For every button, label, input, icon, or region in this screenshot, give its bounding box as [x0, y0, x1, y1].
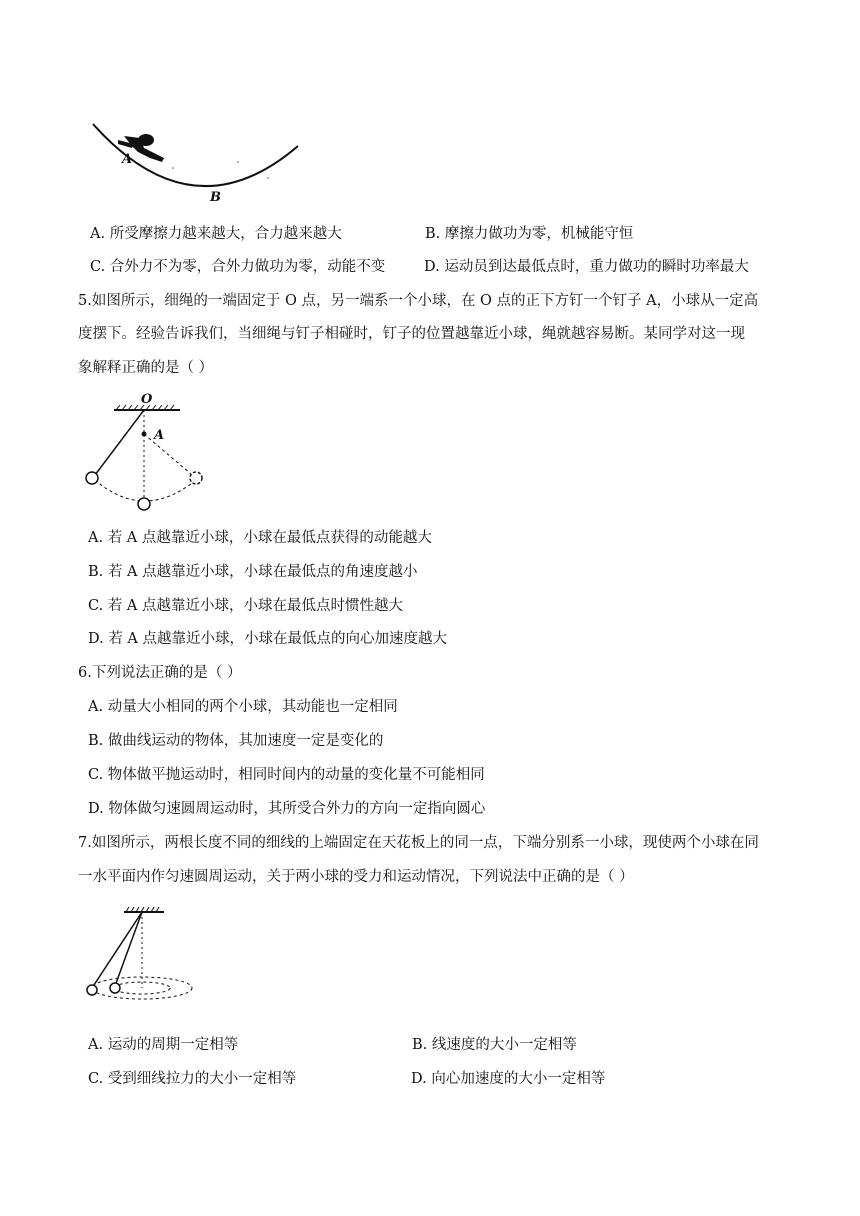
q6-stem: 6.下列说法正确的是（ ） — [78, 665, 242, 681]
q7-option-c: C. 受到细线拉力的大小一定相等 — [88, 1071, 297, 1087]
q4-option-d: D. 运动员到达最低点时，重力做功的瞬时功率最大 — [424, 259, 749, 275]
ball-inner — [110, 983, 120, 993]
q5-option-b: B. 若 A 点越靠近小球，小球在最低点的角速度越小 — [88, 564, 418, 580]
q7-stem-line-1: 7.如图所示，两根长度不同的细线的上端固定在天花板上的同一点，下端分别系一小球，现使两个小球在同 — [78, 835, 759, 851]
pendulum-diagram — [84, 392, 214, 514]
nail-dot — [142, 432, 147, 437]
ball-left — [86, 472, 98, 484]
q7-figure — [84, 904, 199, 1004]
q7-option-b: B. 线速度的大小一定相等 — [412, 1037, 577, 1053]
q5-option-a: A. 若 A 点越靠近小球，小球在最低点获得的动能越大 — [88, 530, 432, 546]
q5-stem-line-1: 5.如图所示，细绳的一端固定于 O 点，另一端系一个小球，在 O 点的正下方钉一个钉子 A，小球从一定高 — [78, 293, 759, 309]
q7-option-d: D. 向心加速度的大小一定相等 — [411, 1071, 606, 1087]
q4-figure — [88, 118, 303, 210]
q5-option-c: C. 若 A 点越靠近小球，小球在最低点时惯性越大 — [88, 598, 403, 614]
ball-outer — [87, 985, 97, 995]
q5-option-d: D. 若 A 点越靠近小球，小球在最低点的向心加速度越大 — [88, 631, 448, 647]
q6-option-c: C. 物体做平抛运动时，相同时间内的动量的变化量不可能相同 — [88, 767, 485, 783]
q6-option-a: A. 动量大小相同的两个小球，其动能也一定相同 — [88, 699, 398, 715]
q5-figure — [84, 392, 214, 514]
q6-option-d: D. 物体做匀速圆周运动时，其所受合外力的方向一定指向圆心 — [88, 801, 486, 817]
curved-track-diagram — [88, 118, 303, 210]
q6-option-b: B. 做曲线运动的物体，其加速度一定是变化的 — [88, 733, 384, 749]
q4-option-c: C. 合外力不为零，合外力做功为零，动能不变 — [90, 259, 386, 275]
q7-option-a: A. 运动的周期一定相等 — [88, 1037, 239, 1053]
label-a: A — [154, 428, 165, 443]
q7-stem-line-2: 一水平面内作匀速圆周运动，关于两小球的受力和运动情况，下列说法中正确的是（ ） — [78, 869, 634, 885]
q5-stem-line-2: 度摆下。经验告诉我们，当细绳与钉子相碰时，钉子的位置越靠近小球，绳就越容易断。某同学对这一现 — [78, 326, 745, 342]
q4-option-a: A. 所受摩擦力越来越大，合力越来越大 — [90, 226, 342, 242]
ball-bottom — [138, 498, 150, 510]
q5-stem-line-3: 象解释正确的是（ ） — [78, 360, 214, 376]
label-b: B — [210, 190, 221, 205]
conical-pendulum-diagram — [84, 904, 199, 1004]
q4-option-b: B. 摩擦力做功为零，机械能守恒 — [425, 226, 634, 242]
label-a: A — [122, 152, 133, 167]
ball-right — [190, 472, 202, 484]
label-o: O — [141, 392, 153, 407]
